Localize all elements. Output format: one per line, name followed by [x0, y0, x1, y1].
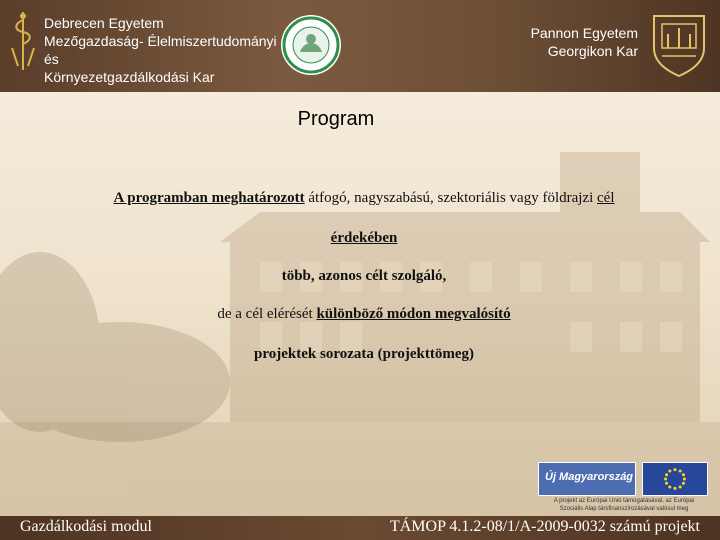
definition-underlined: cél [597, 190, 615, 206]
building-illustration [0, 92, 720, 516]
definition-line-4 [4, 306, 720, 323]
debrecen-logo [8, 10, 38, 72]
footer-band [0, 516, 720, 540]
header-band [0, 0, 720, 92]
uj-magyarorszag-logo [538, 462, 636, 496]
definition-text: átfogó, nagyszabású, szektoriális vagy földrajzi [304, 190, 598, 206]
uj-magyarorszag-text: Új Magyarország [545, 471, 634, 483]
right-university-line: Pannon Egyetem [530, 25, 638, 41]
funding-note [534, 497, 714, 513]
funding-note-line: A projekt az Európai Unió támogatásával, az Európai [553, 498, 695, 504]
right-university-name [490, 24, 638, 60]
definition-line-1 [4, 190, 720, 207]
building-background [0, 92, 720, 516]
funding-note-line: Szociális Alap társfinanszírozásával valósul meg [559, 506, 689, 512]
definition-emphasis: különböző módon megvalósító [316, 306, 511, 322]
definition-line-5: projektek sorozata (projekttömeg) [254, 346, 474, 362]
funding-logos [534, 460, 714, 516]
definition-text: de a cél elérését [217, 306, 317, 322]
left-university-line: Debrecen Egyetem [44, 15, 164, 31]
footer-project-label: TÁMOP 4.1.2-08/1/A-2009-0032 számú projekt [389, 518, 700, 535]
slide-title: Program [297, 108, 375, 130]
right-university-line: Georgikon Kar [547, 43, 638, 59]
georgikon-crest [648, 12, 710, 78]
left-university-name [44, 14, 284, 86]
eu-flag-icon [642, 462, 708, 496]
definition-emphasis: A programban meghatározott [113, 190, 305, 206]
left-university-line: Környezetgazdálkodási Kar [44, 69, 215, 85]
faculty-seal [280, 14, 342, 76]
definition-line-3: több, azonos célt szolgáló, [281, 268, 447, 284]
definition-line-2: érdekében [330, 230, 398, 246]
footer-module-label: Gazdálkodási modul [20, 518, 152, 535]
left-university-line: Mezőgazdaság- Élelmiszertudományi és [44, 33, 277, 67]
